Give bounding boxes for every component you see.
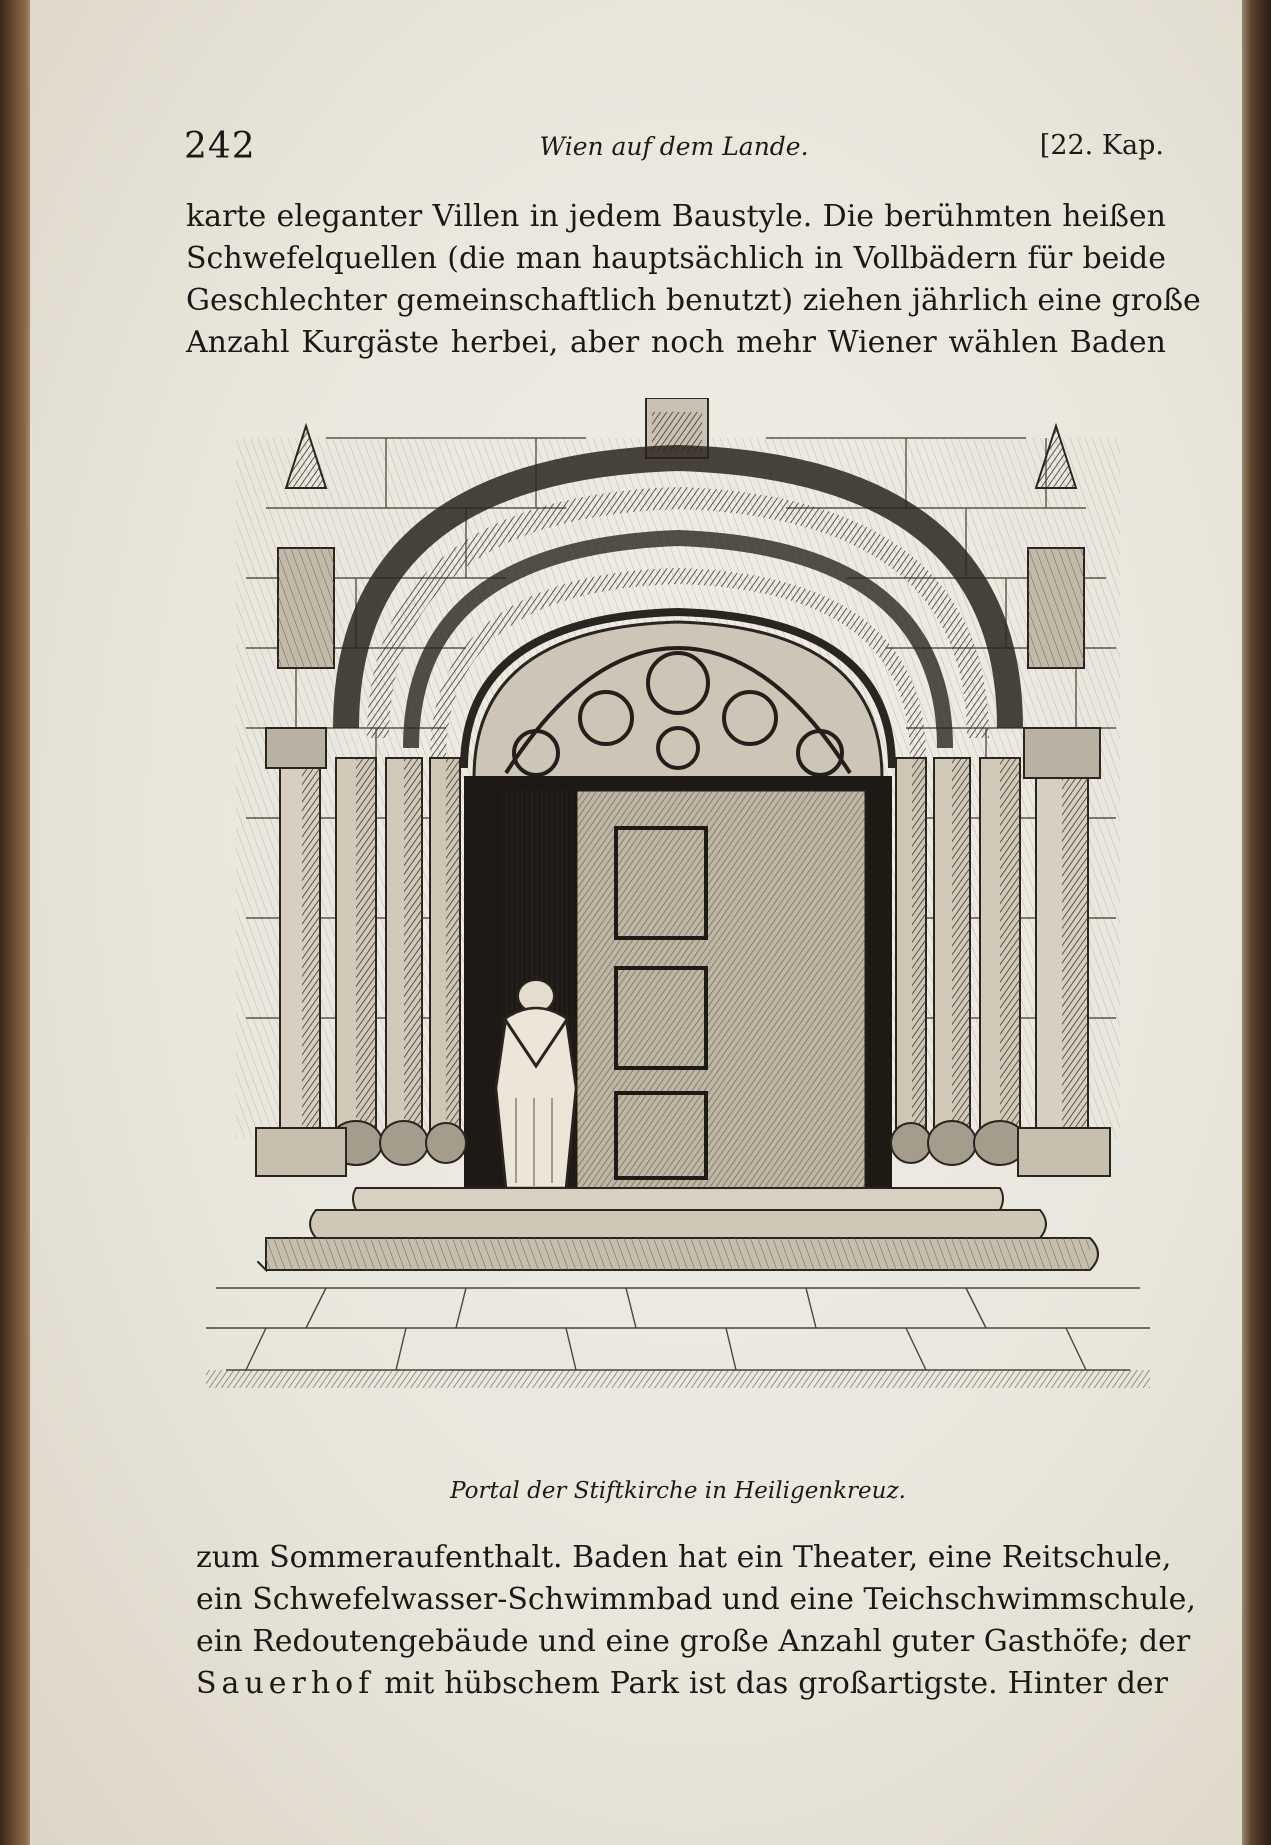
body-text-bottom <box>196 1537 1196 1705</box>
text-line: Geschlechter gemeinschaftlich benutzt) ziehen jährlich eine große <box>186 283 1201 318</box>
text-line: zum Sommeraufenthalt. Baden hat ein Theater, eine Reitschule, <box>196 1540 1172 1575</box>
figure-caption: Portal der Stiftkirche in Heiligenkreuz. <box>450 1478 906 1504</box>
engraving-illustration <box>206 398 1150 1460</box>
page-number: 242 <box>184 126 256 167</box>
text-line: Anzahl Kurgäste herbei, aber noch mehr Wiener wählen Baden <box>186 325 1166 360</box>
book-edge-right <box>1238 0 1271 1845</box>
running-title: Wien auf dem Lande. <box>539 132 809 161</box>
text-line-rest: mit hübschem Park ist das großartigste. Hinter der <box>384 1666 1168 1701</box>
spaced-name-sauerhof: Sauerhof <box>196 1666 375 1701</box>
text-line: ein Schwefelwasser-Schwimmbad und eine Teichschwimmschule, <box>196 1582 1196 1617</box>
book-gutter-left <box>0 0 34 1845</box>
body-text-top <box>186 196 1201 364</box>
text-line-last <box>196 1663 1168 1705</box>
entrance-steps <box>258 1188 1098 1270</box>
text-line: karte eleganter Villen in jedem Baustyle. Die berühmten heißen <box>186 199 1166 234</box>
portal-engraving <box>206 398 1150 1460</box>
chapter-reference: [22. Kap. <box>1039 130 1164 161</box>
page-header <box>184 126 1164 170</box>
text-line: Schwefelquellen (die man hauptsächlich in Vollbädern für beide <box>186 241 1166 276</box>
text-line: ein Redoutengebäude und eine große Anzahl guter Gasthöfe; der <box>196 1624 1191 1659</box>
pavement <box>206 1288 1150 1388</box>
